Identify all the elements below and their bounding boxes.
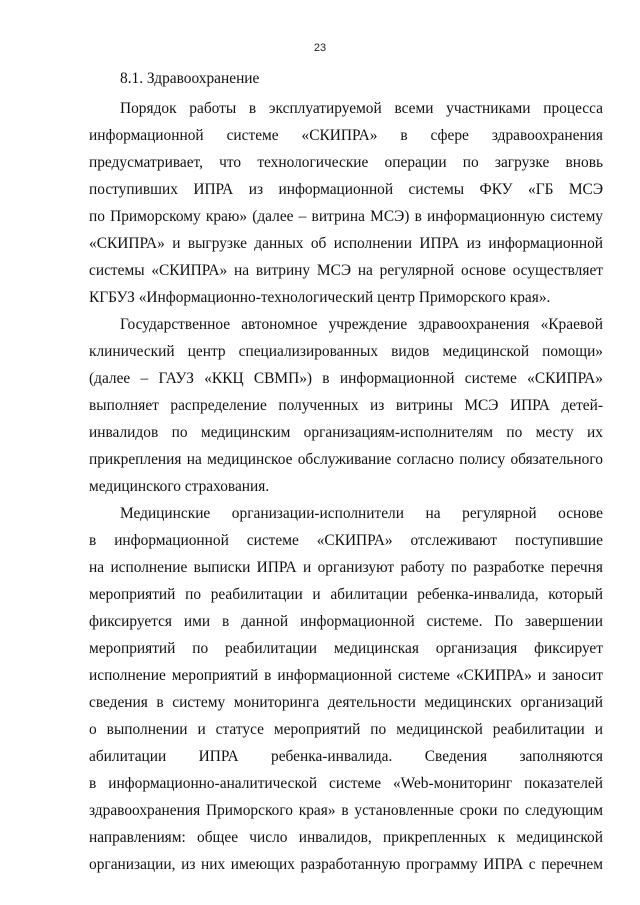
text-line: мероприятий по реабилитации и абилитации ребенка-инвалида, который bbox=[89, 586, 603, 603]
text-line: мероприятий по реабилитации медицинская организация фиксирует bbox=[89, 640, 603, 657]
text-line: системы «СКИПРА» на витрину МСЭ на регулярной основе осуществляет bbox=[89, 262, 603, 279]
text-line: в информационно-аналитической системе «Web-мониторинг показателей bbox=[89, 775, 603, 792]
section-heading: 8.1. Здравоохранение bbox=[120, 70, 260, 87]
page-content bbox=[89, 68, 603, 878]
text-line: выполняет распределение полученных из витрины МСЭ ИПРА детей- bbox=[89, 397, 603, 414]
text-line: фиксируется ими в данной информационной системе. По завершении bbox=[89, 613, 603, 630]
paragraph bbox=[89, 311, 603, 500]
text-line: о выполнении и статусе мероприятий по медицинской реабилитации и bbox=[89, 721, 603, 738]
text-line: исполнение мероприятий в информационной системе «СКИПРА» и заносит bbox=[89, 667, 603, 684]
text-line: инвалидов по медицинским организациям-исполнителям по месту их bbox=[89, 424, 603, 441]
text-line: по Приморскому краю» (далее – витрина МСЭ) в информационную систему bbox=[89, 208, 603, 225]
text-line: направлениям: общее число инвалидов, прикрепленных к медицинской bbox=[89, 829, 603, 846]
text-line: клинический центр специализированных видов медицинской помощи» bbox=[89, 343, 603, 360]
paragraph bbox=[89, 500, 603, 878]
text-line: КГБУЗ «Информационно-технологический центр Приморского края». bbox=[89, 289, 551, 306]
text-line: (далее – ГАУЗ «ККЦ СВМП») в информационной системе «СКИПРА» bbox=[89, 370, 603, 387]
text-line: в информационной системе «СКИПРА» отслеживают поступившие bbox=[89, 532, 603, 549]
page-number: 23 bbox=[313, 42, 327, 54]
paragraph bbox=[89, 95, 603, 311]
text-line: прикрепления на медицинское обслуживание согласно полису обязательного bbox=[89, 451, 603, 468]
text-line: здравоохранения Приморского края» в установленные сроки по следующим bbox=[89, 802, 603, 819]
text-line: сведения в систему мониторинга деятельности медицинских организаций bbox=[89, 694, 603, 711]
text-line: медицинского страхования. bbox=[89, 478, 270, 495]
text-line: информационной системе «СКИПРА» в сфере здравоохранения bbox=[89, 127, 603, 144]
text-line: Порядок работы в эксплуатируемой всеми участниками процесса bbox=[120, 100, 603, 117]
text-line: предусматривает, что технологические операции по загрузке вновь bbox=[89, 154, 603, 171]
text-line: организации, из них имеющих разработанную программу ИПРА с перечнем bbox=[89, 856, 603, 873]
text-line: абилитации ИПРА ребенка-инвалида. Сведения заполняются bbox=[89, 748, 603, 765]
text-line: Медицинские организации-исполнители на регулярной основе bbox=[120, 505, 603, 522]
text-line: на исполнение выписки ИПРА и организуют работу по разработке перечня bbox=[89, 559, 603, 576]
text-line: Государственное автономное учреждение здравоохранения «Краевой bbox=[120, 316, 603, 333]
text-line: «СКИПРА» и выгрузке данных об исполнении ИПРА из информационной bbox=[89, 235, 603, 252]
text-line: поступивших ИПРА из информационной системы ФКУ «ГБ МСЭ bbox=[89, 181, 603, 198]
